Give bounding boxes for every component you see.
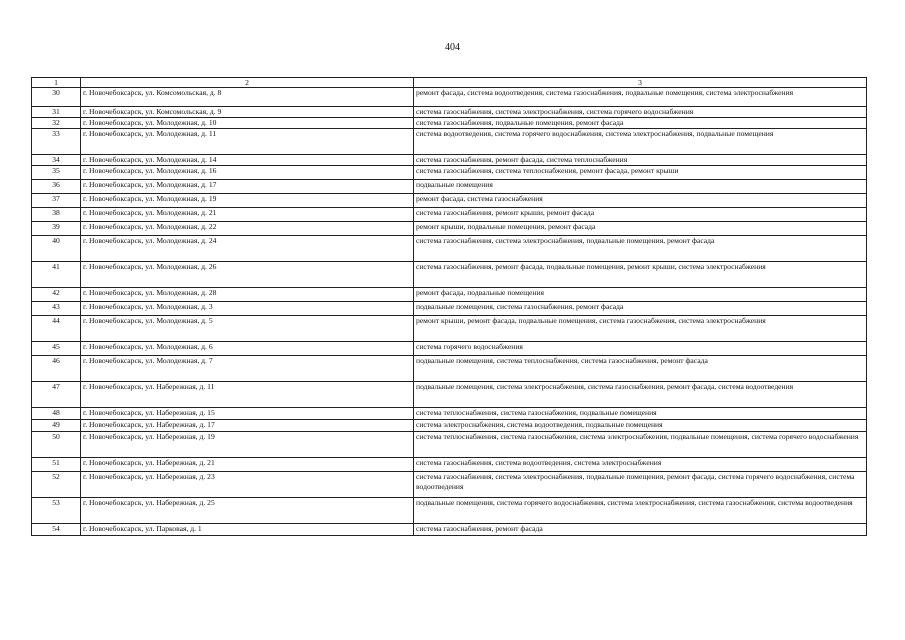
works-cell: система газоснабжения, ремонт фасада, система теплоснабжения	[414, 155, 867, 166]
row-number-cell: 34	[32, 155, 81, 166]
column-header-works: 3	[414, 78, 867, 88]
address-cell: г. Новочебоксарск, ул. Молодежная, д. 16	[81, 166, 414, 180]
table-row	[32, 166, 867, 180]
works-cell: система теплоснабжения, система газоснабжения, подвальные помещения	[414, 408, 867, 420]
row-number-cell: 32	[32, 118, 81, 129]
buildings-table	[31, 77, 867, 536]
works-cell: ремонт крыши, ремонт фасада, подвальные помещения, система газоснабжения, система электроснабжения	[414, 316, 867, 342]
address-cell: г. Новочебоксарск, ул. Молодежная, д. 10	[81, 118, 414, 129]
row-number-cell: 43	[32, 302, 81, 316]
table-row	[32, 88, 867, 107]
table-row	[32, 236, 867, 262]
table-header-row	[32, 78, 867, 88]
address-cell: г. Новочебоксарск, ул. Комсомольская, д. 8	[81, 88, 414, 107]
table-row	[32, 194, 867, 208]
row-number-cell: 46	[32, 356, 81, 382]
column-header-number: 1	[32, 78, 81, 88]
address-cell: г. Новочебоксарск, ул. Молодежная, д. 26	[81, 262, 414, 288]
address-cell: г. Новочебоксарск, ул. Набережная, д. 25	[81, 498, 414, 524]
works-cell: система газоснабжения, подвальные помещения, ремонт фасада	[414, 118, 867, 129]
works-cell: подвальные помещения, система горячего водоснабжения, система электроснабжения, система газоснабжения, система водоотведения	[414, 498, 867, 524]
works-cell: система газоснабжения, система электроснабжения, система горячего водоснабжения	[414, 107, 867, 118]
table-row	[32, 458, 867, 472]
page-number: 404	[445, 42, 460, 53]
row-number-cell: 37	[32, 194, 81, 208]
row-number-cell: 49	[32, 420, 81, 432]
address-cell: г. Новочебоксарск, ул. Молодежная, д. 19	[81, 194, 414, 208]
address-cell: г. Новочебоксарск, ул. Набережная, д. 11	[81, 382, 414, 408]
address-cell: г. Новочебоксарск, ул. Комсомольская, д. 9	[81, 107, 414, 118]
table-row	[32, 302, 867, 316]
works-cell: подвальные помещения, система электроснабжения, система газоснабжения, ремонт фасада, система водоотведения	[414, 382, 867, 408]
table-row	[32, 382, 867, 408]
works-cell: система газоснабжения, ремонт фасада	[414, 524, 867, 536]
row-number-cell: 45	[32, 342, 81, 356]
works-cell: система электроснабжения, система водоотведения, подвальные помещения	[414, 420, 867, 432]
works-cell: подвальные помещения, система теплоснабжения, система газоснабжения, ремонт фасада	[414, 356, 867, 382]
row-number-cell: 38	[32, 208, 81, 222]
table-row	[32, 107, 867, 118]
address-cell: г. Новочебоксарск, ул. Набережная, д. 15	[81, 408, 414, 420]
works-cell: ремонт фасада, подвальные помещения	[414, 288, 867, 302]
table-row	[32, 498, 867, 524]
address-cell: г. Новочебоксарск, ул. Набережная, д. 19	[81, 432, 414, 458]
row-number-cell: 41	[32, 262, 81, 288]
address-cell: г. Новочебоксарск, ул. Молодежная, д. 6	[81, 342, 414, 356]
address-cell: г. Новочебоксарск, ул. Молодежная, д. 17	[81, 180, 414, 194]
row-number-cell: 47	[32, 382, 81, 408]
works-cell: ремонт фасада, система водоотведения, система газоснабжения, подвальные помещения, система электроснабжения	[414, 88, 867, 107]
table-row	[32, 420, 867, 432]
address-cell: г. Новочебоксарск, ул. Молодежная, д. 11	[81, 129, 414, 155]
works-cell: система газоснабжения, система электроснабжения, подвальные помещения, ремонт фасада, система горячего водоснабжения, система водоотведения	[414, 472, 867, 498]
row-number-cell: 39	[32, 222, 81, 236]
row-number-cell: 44	[32, 316, 81, 342]
address-cell: г. Новочебоксарск, ул. Парковая, д. 1	[81, 524, 414, 536]
address-cell: г. Новочебоксарск, ул. Молодежная, д. 24	[81, 236, 414, 262]
table-row	[32, 288, 867, 302]
table-row	[32, 208, 867, 222]
table-row	[32, 129, 867, 155]
table-row	[32, 118, 867, 129]
address-cell: г. Новочебоксарск, ул. Молодежная, д. 7	[81, 356, 414, 382]
row-number-cell: 54	[32, 524, 81, 536]
table-row	[32, 180, 867, 194]
row-number-cell: 31	[32, 107, 81, 118]
table-row	[32, 524, 867, 536]
address-cell: г. Новочебоксарск, ул. Молодежная, д. 22	[81, 222, 414, 236]
row-number-cell: 42	[32, 288, 81, 302]
row-number-cell: 53	[32, 498, 81, 524]
row-number-cell: 35	[32, 166, 81, 180]
row-number-cell: 30	[32, 88, 81, 107]
works-cell: подвальные помещения	[414, 180, 867, 194]
address-cell: г. Новочебоксарск, ул. Молодежная, д. 28	[81, 288, 414, 302]
table-row	[32, 155, 867, 166]
table-row	[32, 262, 867, 288]
address-cell: г. Новочебоксарск, ул. Набережная, д. 21	[81, 458, 414, 472]
row-number-cell: 51	[32, 458, 81, 472]
address-cell: г. Новочебоксарск, ул. Набережная, д. 17	[81, 420, 414, 432]
row-number-cell: 50	[32, 432, 81, 458]
table-row	[32, 472, 867, 498]
works-cell: ремонт фасада, система газоснабжения	[414, 194, 867, 208]
table-row	[32, 408, 867, 420]
row-number-cell: 40	[32, 236, 81, 262]
table-row	[32, 356, 867, 382]
table-row	[32, 316, 867, 342]
row-number-cell: 48	[32, 408, 81, 420]
address-cell: г. Новочебоксарск, ул. Молодежная, д. 5	[81, 316, 414, 342]
works-cell: система газоснабжения, ремонт фасада, подвальные помещения, ремонт крыши, система электроснабжения	[414, 262, 867, 288]
row-number-cell: 52	[32, 472, 81, 498]
table-row	[32, 342, 867, 356]
works-cell: система газоснабжения, система водоотведения, система электроснабжения	[414, 458, 867, 472]
address-cell: г. Новочебоксарск, ул. Молодежная, д. 3	[81, 302, 414, 316]
row-number-cell: 33	[32, 129, 81, 155]
table-row	[32, 432, 867, 458]
works-cell: система водоотведения, система горячего водоснабжения, система электроснабжения, подвальные помещения	[414, 129, 867, 155]
address-cell: г. Новочебоксарск, ул. Набережная, д. 23	[81, 472, 414, 498]
table-row	[32, 222, 867, 236]
row-number-cell: 36	[32, 180, 81, 194]
works-cell: ремонт крыши, подвальные помещения, ремонт фасада	[414, 222, 867, 236]
works-cell: система теплоснабжения, система газоснабжения, система электроснабжения, подвальные помещения, система горячего водоснабжения	[414, 432, 867, 458]
works-cell: система газоснабжения, система электроснабжения, подвальные помещения, ремонт фасада	[414, 236, 867, 262]
works-cell: система газоснабжения, система теплоснабжения, ремонт фасада, ремонт крыши	[414, 166, 867, 180]
works-cell: система горячего водоснабжения	[414, 342, 867, 356]
column-header-address: 2	[81, 78, 414, 88]
address-cell: г. Новочебоксарск, ул. Молодежная, д. 21	[81, 208, 414, 222]
address-cell: г. Новочебоксарск, ул. Молодежная, д. 14	[81, 155, 414, 166]
works-cell: система газоснабжения, ремонт крыши, ремонт фасада	[414, 208, 867, 222]
works-cell: подвальные помещения, система газоснабжения, ремонт фасада	[414, 302, 867, 316]
